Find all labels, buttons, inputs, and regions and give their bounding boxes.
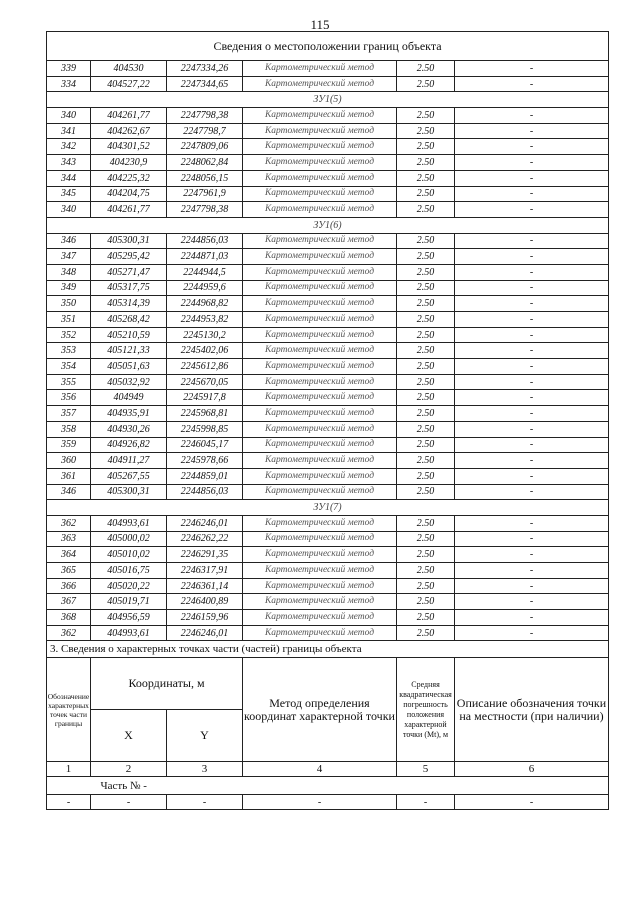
coord-x: 405016,75 bbox=[91, 563, 167, 579]
point-number: 358 bbox=[47, 421, 91, 437]
error-cell: 2.50 bbox=[397, 327, 455, 343]
part-label: Часть № - bbox=[91, 777, 243, 795]
col-number: 3 bbox=[167, 762, 243, 777]
coord-x: 404204,75 bbox=[91, 186, 167, 202]
section-title: Сведения о местоположении границ объекта bbox=[47, 32, 609, 61]
coord-y: 2246317,91 bbox=[167, 563, 243, 579]
coord-x: 405032,92 bbox=[91, 374, 167, 390]
method-cell: Картометрический метод bbox=[243, 563, 397, 579]
coord-x: 405000,02 bbox=[91, 531, 167, 547]
error-cell: 2.50 bbox=[397, 547, 455, 563]
table-row bbox=[47, 374, 609, 390]
description-cell: - bbox=[455, 547, 609, 563]
method-cell: Картометрический метод bbox=[243, 406, 397, 422]
point-number: 368 bbox=[47, 610, 91, 626]
method-cell: Картометрический метод bbox=[243, 484, 397, 500]
table-row bbox=[47, 108, 609, 124]
coord-y: 2246246,01 bbox=[167, 515, 243, 531]
description-cell: - bbox=[455, 374, 609, 390]
point-number: 349 bbox=[47, 280, 91, 296]
error-cell: 2.50 bbox=[397, 264, 455, 280]
col-point-header: Обозначение характерных точек части границы bbox=[47, 658, 91, 762]
table-row bbox=[47, 453, 609, 469]
point-number: 348 bbox=[47, 264, 91, 280]
coord-y: 2244959,6 bbox=[167, 280, 243, 296]
error-cell: 2.50 bbox=[397, 468, 455, 484]
table-row bbox=[47, 531, 609, 547]
empty-cell: - bbox=[47, 795, 91, 810]
method-cell: Картометрический метод bbox=[243, 280, 397, 296]
point-number: 353 bbox=[47, 343, 91, 359]
table-row bbox=[47, 186, 609, 202]
error-cell: 2.50 bbox=[397, 312, 455, 328]
method-cell: Картометрический метод bbox=[243, 594, 397, 610]
error-cell: 2.50 bbox=[397, 123, 455, 139]
col-number: 6 bbox=[455, 762, 609, 777]
coord-y: 2246262,22 bbox=[167, 531, 243, 547]
error-cell: 2.50 bbox=[397, 437, 455, 453]
description-cell: - bbox=[455, 343, 609, 359]
method-cell: Картометрический метод bbox=[243, 186, 397, 202]
coord-x: 404230,9 bbox=[91, 155, 167, 171]
coord-y: 2245612,86 bbox=[167, 359, 243, 375]
method-cell: Картометрический метод bbox=[243, 296, 397, 312]
error-cell: 2.50 bbox=[397, 233, 455, 249]
coord-x: 405210,59 bbox=[91, 327, 167, 343]
coord-y: 2245670,05 bbox=[167, 374, 243, 390]
coord-y: 2248062,84 bbox=[167, 155, 243, 171]
coord-x: 405267,55 bbox=[91, 468, 167, 484]
group-row bbox=[47, 92, 609, 108]
page-number: 115 bbox=[310, 17, 330, 32]
method-cell: Картометрический метод bbox=[243, 437, 397, 453]
table-row bbox=[47, 515, 609, 531]
boundary-table-frame bbox=[46, 31, 608, 810]
coord-x: 404993,61 bbox=[91, 515, 167, 531]
table-row bbox=[47, 625, 609, 641]
method-cell: Картометрический метод bbox=[243, 578, 397, 594]
coord-y: 2247798,7 bbox=[167, 123, 243, 139]
point-number: 355 bbox=[47, 374, 91, 390]
coord-y: 2244968,82 bbox=[167, 296, 243, 312]
point-number: 340 bbox=[47, 108, 91, 124]
coord-x: 405317,75 bbox=[91, 280, 167, 296]
coord-x: 404926,82 bbox=[91, 437, 167, 453]
table-row bbox=[47, 578, 609, 594]
method-cell: Картометрический метод bbox=[243, 515, 397, 531]
coord-x: 405268,42 bbox=[91, 312, 167, 328]
description-cell: - bbox=[455, 515, 609, 531]
error-cell: 2.50 bbox=[397, 625, 455, 641]
error-cell: 2.50 bbox=[397, 515, 455, 531]
point-number: 352 bbox=[47, 327, 91, 343]
point-number: 341 bbox=[47, 123, 91, 139]
point-number: 367 bbox=[47, 594, 91, 610]
table-row bbox=[47, 437, 609, 453]
method-cell: Картометрический метод bbox=[243, 264, 397, 280]
description-cell: - bbox=[455, 484, 609, 500]
coord-x: 404261,77 bbox=[91, 202, 167, 218]
method-cell: Картометрический метод bbox=[243, 249, 397, 265]
method-cell: Картометрический метод bbox=[243, 170, 397, 186]
method-cell: Картометрический метод bbox=[243, 453, 397, 469]
group-label: ЗУ1(6) bbox=[47, 217, 609, 233]
method-cell: Картометрический метод bbox=[243, 421, 397, 437]
error-cell: 2.50 bbox=[397, 406, 455, 422]
coord-x: 404261,77 bbox=[91, 108, 167, 124]
coord-x: 404930,26 bbox=[91, 421, 167, 437]
point-number: 363 bbox=[47, 531, 91, 547]
table-row bbox=[47, 547, 609, 563]
coord-x: 404935,91 bbox=[91, 406, 167, 422]
point-number: 360 bbox=[47, 453, 91, 469]
empty-cell: - bbox=[455, 795, 609, 810]
coord-x: 405300,31 bbox=[91, 484, 167, 500]
point-number: 365 bbox=[47, 563, 91, 579]
method-cell: Картометрический метод bbox=[243, 547, 397, 563]
description-cell: - bbox=[455, 531, 609, 547]
description-cell: - bbox=[455, 202, 609, 218]
error-cell: 2.50 bbox=[397, 139, 455, 155]
coord-y: 2246400,89 bbox=[167, 594, 243, 610]
coord-y: 2244953,82 bbox=[167, 312, 243, 328]
point-number: 334 bbox=[47, 76, 91, 92]
method-cell: Картометрический метод bbox=[243, 61, 397, 77]
error-cell: 2.50 bbox=[397, 343, 455, 359]
error-cell: 2.50 bbox=[397, 374, 455, 390]
error-cell: 2.50 bbox=[397, 421, 455, 437]
table-row bbox=[47, 249, 609, 265]
point-number: 356 bbox=[47, 390, 91, 406]
description-cell: - bbox=[455, 264, 609, 280]
coord-y: 2247798,38 bbox=[167, 202, 243, 218]
table-row bbox=[47, 139, 609, 155]
table-row bbox=[47, 421, 609, 437]
col-y-header: Y bbox=[167, 710, 243, 762]
point-number: 359 bbox=[47, 437, 91, 453]
point-number: 362 bbox=[47, 515, 91, 531]
table-row bbox=[47, 280, 609, 296]
col-number: 5 bbox=[397, 762, 455, 777]
coord-x: 405271,47 bbox=[91, 264, 167, 280]
table-row bbox=[47, 610, 609, 626]
method-cell: Картометрический метод bbox=[243, 625, 397, 641]
point-number: 344 bbox=[47, 170, 91, 186]
table-row bbox=[47, 61, 609, 77]
table-row bbox=[47, 563, 609, 579]
method-cell: Картометрический метод bbox=[243, 531, 397, 547]
coord-y: 2245998,85 bbox=[167, 421, 243, 437]
coord-y: 2246246,01 bbox=[167, 625, 243, 641]
coord-y: 2244856,03 bbox=[167, 233, 243, 249]
error-cell: 2.50 bbox=[397, 76, 455, 92]
description-cell: - bbox=[455, 61, 609, 77]
coord-x: 404949 bbox=[91, 390, 167, 406]
coord-y: 2245130,2 bbox=[167, 327, 243, 343]
coord-y: 2247798,38 bbox=[167, 108, 243, 124]
description-cell: - bbox=[455, 610, 609, 626]
coord-y: 2247334,26 bbox=[167, 61, 243, 77]
coord-x: 405121,33 bbox=[91, 343, 167, 359]
description-cell: - bbox=[455, 594, 609, 610]
coord-y: 2244859,01 bbox=[167, 468, 243, 484]
point-number: 346 bbox=[47, 233, 91, 249]
empty-cell: - bbox=[243, 795, 397, 810]
coord-y: 2246045,17 bbox=[167, 437, 243, 453]
error-cell: 2.50 bbox=[397, 249, 455, 265]
table-row bbox=[47, 123, 609, 139]
coord-y: 2248056,15 bbox=[167, 170, 243, 186]
error-cell: 2.50 bbox=[397, 61, 455, 77]
table-row bbox=[47, 312, 609, 328]
point-number: 342 bbox=[47, 139, 91, 155]
col-coords-header: Координаты, м bbox=[91, 658, 243, 710]
method-cell: Картометрический метод bbox=[243, 468, 397, 484]
empty-cell: - bbox=[167, 795, 243, 810]
coord-y: 2245917,8 bbox=[167, 390, 243, 406]
table-row bbox=[47, 233, 609, 249]
coord-y: 2244944,5 bbox=[167, 264, 243, 280]
error-cell: 2.50 bbox=[397, 202, 455, 218]
method-cell: Картометрический метод bbox=[243, 374, 397, 390]
description-cell: - bbox=[455, 108, 609, 124]
section3-title: 3. Сведения о характерных точках части (частей) границы объекта bbox=[47, 641, 609, 658]
description-cell: - bbox=[455, 170, 609, 186]
error-cell: 2.50 bbox=[397, 155, 455, 171]
description-cell: - bbox=[455, 123, 609, 139]
coord-y: 2247961,9 bbox=[167, 186, 243, 202]
error-cell: 2.50 bbox=[397, 359, 455, 375]
table-row bbox=[47, 468, 609, 484]
description-cell: - bbox=[455, 406, 609, 422]
group-label: ЗУ1(5) bbox=[47, 92, 609, 108]
table-row bbox=[47, 202, 609, 218]
coord-y: 2244871,03 bbox=[167, 249, 243, 265]
table-row bbox=[47, 264, 609, 280]
coord-x: 405314,39 bbox=[91, 296, 167, 312]
description-cell: - bbox=[455, 296, 609, 312]
group-row bbox=[47, 217, 609, 233]
coord-y: 2246159,96 bbox=[167, 610, 243, 626]
boundary-table bbox=[46, 31, 609, 810]
error-cell: 2.50 bbox=[397, 108, 455, 124]
coord-x: 405300,31 bbox=[91, 233, 167, 249]
table-row bbox=[47, 594, 609, 610]
table-row bbox=[47, 296, 609, 312]
method-cell: Картометрический метод bbox=[243, 123, 397, 139]
col-error-header: Средняя квадратическая погрешность положения характерной точки (Mt), м bbox=[397, 658, 455, 762]
method-cell: Картометрический метод bbox=[243, 312, 397, 328]
error-cell: 2.50 bbox=[397, 390, 455, 406]
description-cell: - bbox=[455, 390, 609, 406]
error-cell: 2.50 bbox=[397, 170, 455, 186]
method-cell: Картометрический метод bbox=[243, 233, 397, 249]
description-cell: - bbox=[455, 327, 609, 343]
point-number: 366 bbox=[47, 578, 91, 594]
description-cell: - bbox=[455, 280, 609, 296]
point-number: 350 bbox=[47, 296, 91, 312]
coord-x: 405051,63 bbox=[91, 359, 167, 375]
group-label: ЗУ1(7) bbox=[47, 500, 609, 516]
description-cell: - bbox=[455, 468, 609, 484]
table-row bbox=[47, 327, 609, 343]
method-cell: Картометрический метод bbox=[243, 202, 397, 218]
table-row bbox=[47, 170, 609, 186]
col-desc-header: Описание обозначения точки на местности (при наличии) bbox=[455, 658, 609, 762]
group-row bbox=[47, 500, 609, 516]
description-cell: - bbox=[455, 359, 609, 375]
error-cell: 2.50 bbox=[397, 280, 455, 296]
method-cell: Картометрический метод bbox=[243, 327, 397, 343]
description-cell: - bbox=[455, 249, 609, 265]
table-row bbox=[47, 359, 609, 375]
method-cell: Картометрический метод bbox=[243, 76, 397, 92]
col-number: 1 bbox=[47, 762, 91, 777]
error-cell: 2.50 bbox=[397, 578, 455, 594]
point-number: 339 bbox=[47, 61, 91, 77]
coord-y: 2245978,66 bbox=[167, 453, 243, 469]
error-cell: 2.50 bbox=[397, 563, 455, 579]
point-number: 364 bbox=[47, 547, 91, 563]
description-cell: - bbox=[455, 139, 609, 155]
description-cell: - bbox=[455, 578, 609, 594]
error-cell: 2.50 bbox=[397, 453, 455, 469]
coord-x: 404993,61 bbox=[91, 625, 167, 641]
point-number: 354 bbox=[47, 359, 91, 375]
method-cell: Картометрический метод bbox=[243, 108, 397, 124]
coord-x: 404530 bbox=[91, 61, 167, 77]
coord-x: 405295,42 bbox=[91, 249, 167, 265]
coord-y: 2247809,06 bbox=[167, 139, 243, 155]
error-cell: 2.50 bbox=[397, 484, 455, 500]
method-cell: Картометрический метод bbox=[243, 139, 397, 155]
coord-y: 2245402,06 bbox=[167, 343, 243, 359]
method-cell: Картометрический метод bbox=[243, 610, 397, 626]
col-number: 4 bbox=[243, 762, 397, 777]
coord-y: 2245968,81 bbox=[167, 406, 243, 422]
description-cell: - bbox=[455, 76, 609, 92]
point-number: 361 bbox=[47, 468, 91, 484]
coord-x: 404225,32 bbox=[91, 170, 167, 186]
error-cell: 2.50 bbox=[397, 531, 455, 547]
point-number: 351 bbox=[47, 312, 91, 328]
coord-y: 2244856,03 bbox=[167, 484, 243, 500]
error-cell: 2.50 bbox=[397, 296, 455, 312]
coord-y: 2246291,35 bbox=[167, 547, 243, 563]
error-cell: 2.50 bbox=[397, 594, 455, 610]
coord-y: 2246361,14 bbox=[167, 578, 243, 594]
method-cell: Картометрический метод bbox=[243, 343, 397, 359]
description-cell: - bbox=[455, 625, 609, 641]
table-row bbox=[47, 155, 609, 171]
error-cell: 2.50 bbox=[397, 186, 455, 202]
description-cell: - bbox=[455, 453, 609, 469]
point-number: 346 bbox=[47, 484, 91, 500]
col-method-header: Метод определения координат характерной точки bbox=[243, 658, 397, 762]
description-cell: - bbox=[455, 233, 609, 249]
coord-x: 404527,22 bbox=[91, 76, 167, 92]
error-cell: 2.50 bbox=[397, 610, 455, 626]
col-x-header: X bbox=[91, 710, 167, 762]
description-cell: - bbox=[455, 186, 609, 202]
coord-x: 405010,02 bbox=[91, 547, 167, 563]
description-cell: - bbox=[455, 563, 609, 579]
method-cell: Картометрический метод bbox=[243, 390, 397, 406]
point-number: 362 bbox=[47, 625, 91, 641]
coord-x: 405019,71 bbox=[91, 594, 167, 610]
coord-x: 404911,27 bbox=[91, 453, 167, 469]
point-number: 343 bbox=[47, 155, 91, 171]
coord-y: 2247344,65 bbox=[167, 76, 243, 92]
coord-x: 404301,52 bbox=[91, 139, 167, 155]
coord-x: 404956,59 bbox=[91, 610, 167, 626]
empty-cell: - bbox=[397, 795, 455, 810]
empty-cell: - bbox=[91, 795, 167, 810]
point-number: 340 bbox=[47, 202, 91, 218]
col-number: 2 bbox=[91, 762, 167, 777]
description-cell: - bbox=[455, 437, 609, 453]
table-row bbox=[47, 76, 609, 92]
point-number: 347 bbox=[47, 249, 91, 265]
table-row bbox=[47, 406, 609, 422]
point-number: 357 bbox=[47, 406, 91, 422]
description-cell: - bbox=[455, 312, 609, 328]
table-row bbox=[47, 484, 609, 500]
point-number: 345 bbox=[47, 186, 91, 202]
method-cell: Картометрический метод bbox=[243, 155, 397, 171]
description-cell: - bbox=[455, 421, 609, 437]
coord-x: 404262,67 bbox=[91, 123, 167, 139]
coord-x: 405020,22 bbox=[91, 578, 167, 594]
description-cell: - bbox=[455, 155, 609, 171]
method-cell: Картометрический метод bbox=[243, 359, 397, 375]
table-row bbox=[47, 390, 609, 406]
table-row bbox=[47, 343, 609, 359]
